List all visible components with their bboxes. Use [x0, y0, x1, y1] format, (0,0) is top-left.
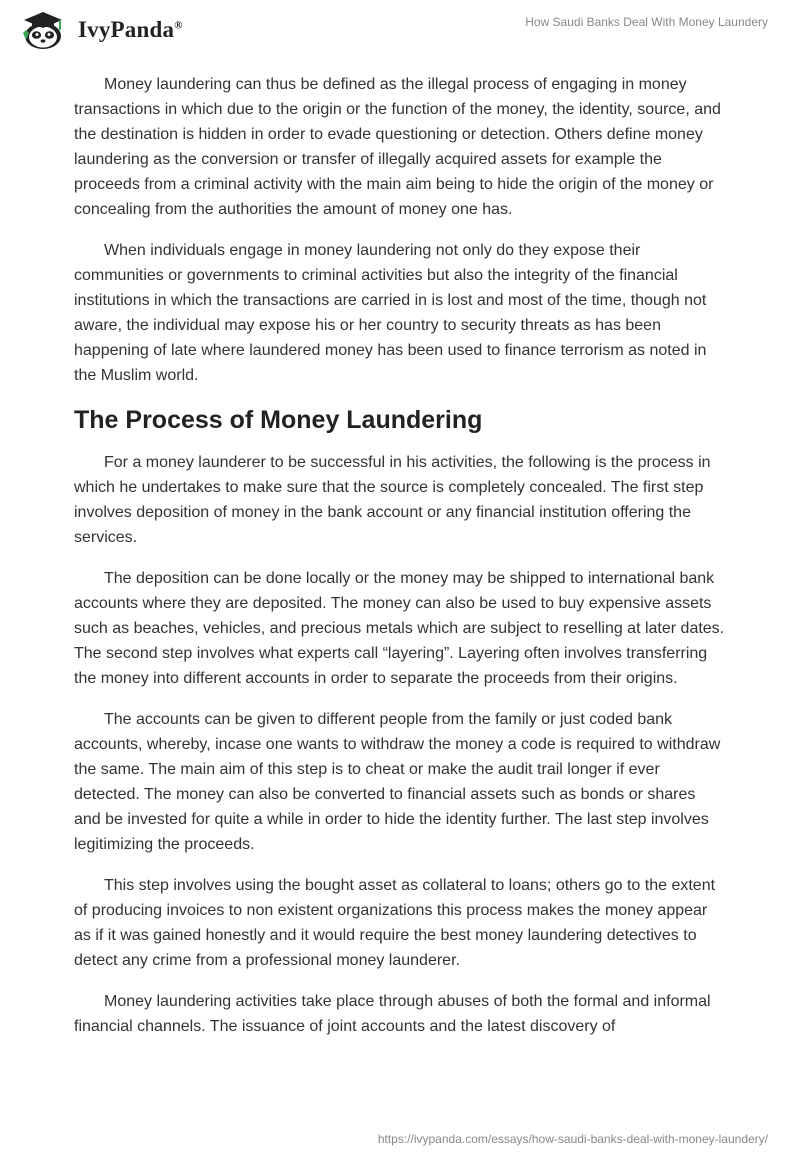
paragraph: When individuals engage in money laundering not only do they expose their communities or governments to criminal activities but also the integrity of the financial institutions in which the transactions are carried in is lost and most of the time, though not aware, the individual may expose his or her country to security threats as has been happening of late where laundered money has been used to finance terrorism as noted in the Muslim world.: [74, 242, 707, 384]
document-title: How Saudi Banks Deal With Money Laundery: [525, 15, 768, 29]
paragraph: For a money launderer to be successful in his activities, the following is the process in which he undertakes to make sure that the source is completely concealed. The first step involves deposition of money in the bank account or any financial institution offering the services.: [74, 454, 711, 546]
site-logo[interactable]: [16, 10, 183, 50]
section-heading: The Process of Money Laundering: [74, 406, 483, 434]
paragraph: Money laundering activities take place through abuses of both the formal and informal financial channels. The issuance of joint accounts and the latest discovery of: [74, 993, 711, 1035]
article-body: [74, 72, 726, 1055]
source-url[interactable]: https://ivypanda.com/essays/how-saudi-banks-deal-with-money-laundery/: [377, 1132, 768, 1146]
brand-name: IvyPanda®: [78, 17, 183, 42]
paragraph: The deposition can be done locally or the money may be shipped to international bank accounts where they are deposited. The money can also be used to buy expensive assets such as beaches, vehicles, and precious metals which are subject to reselling at later dates. The second step involves what experts call “layering”. Layering often involves transferring the money into different accounts in order to separate the proceeds from their origins.: [74, 570, 725, 687]
paragraph: Money laundering can thus be defined as the illegal process of engaging in money transactions in which due to the origin or the function of the money, the identity, source, and the destination is hidden in order to evade questioning or detection. Others define money laundering as the conversion or transfer of illegally acquired assets for example the proceeds from a criminal activity with the main aim being to hide the origin of the money or concealing from the authorities the amount of money one has.: [74, 76, 721, 218]
registered-mark: ®: [174, 19, 183, 32]
panda-graduation-cap-icon: [16, 10, 72, 50]
paragraph: This step involves using the bought asset as collateral to loans; others go to the extent of producing invoices to non existent organizations this process makes the money appear as if it was gained honestly and it would require the best money laundering detectives to detect any crime from a professional money launderer.: [74, 877, 716, 969]
paragraph: The accounts can be given to different people from the family or just coded bank accounts, whereby, incase one wants to withdraw the money a code is required to withdraw the same. The main aim of this step is to cheat or make the audit trail longer if ever detected. The money can also be converted to financial assets such as bonds or shares and be invested for quite a while in order to hide the identity further. The last step involves legitimizing the proceeds.: [74, 711, 721, 853]
